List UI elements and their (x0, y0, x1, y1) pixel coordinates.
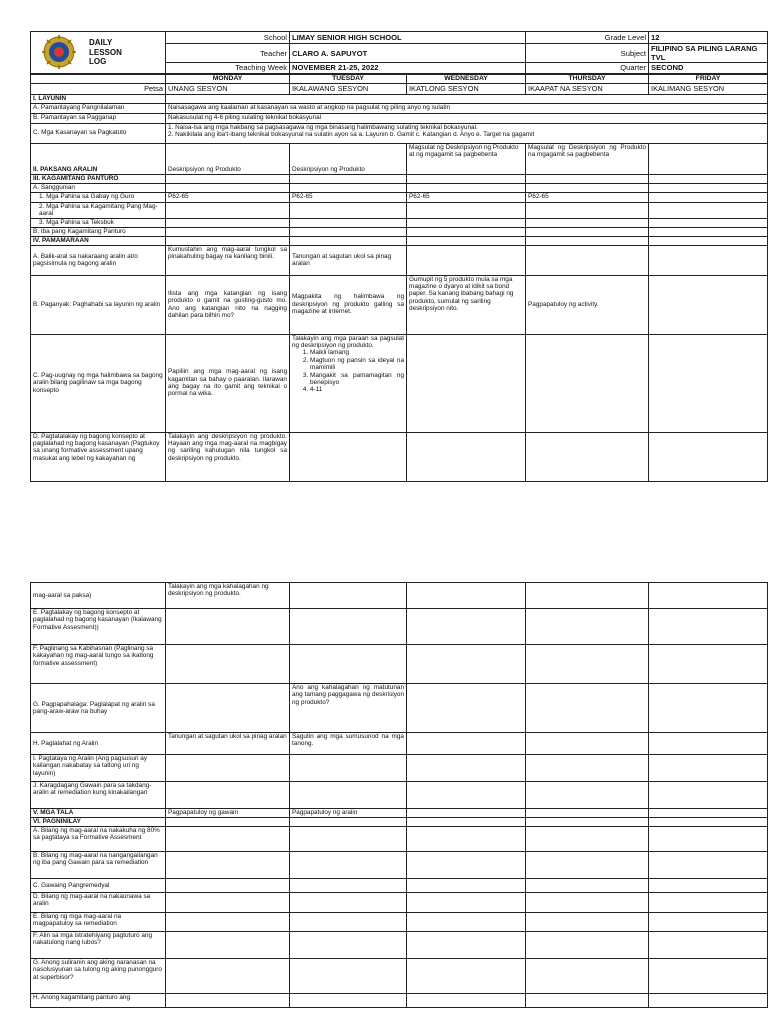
blank-cell (649, 782, 768, 809)
lesson-log-page-1 (30, 31, 767, 482)
blank-cell (649, 236, 768, 245)
blank-cell (649, 827, 768, 852)
lesson-log-page-2 (30, 582, 767, 1008)
blank-cell (290, 202, 407, 218)
blank-cell (166, 818, 290, 827)
day-header-blank (31, 74, 166, 84)
blank-cell (649, 932, 768, 959)
blank-cell (526, 818, 649, 827)
quarter-value: SECOND (649, 63, 768, 74)
paksang-aralin-monday: Deskripsiyon ng Produkto (166, 143, 290, 174)
blank-cell (166, 994, 290, 1008)
pagninilay-d-label: D. Bilang ng mag-aaral na nakaunawa sa aralin (31, 893, 166, 913)
blank-cell (166, 645, 290, 684)
subject-value: FILIPINO SA PILING LARANG TVL (649, 44, 768, 63)
lesson-log-table-continued (30, 582, 768, 1008)
blank-cell (166, 913, 290, 932)
blank-cell (407, 852, 526, 879)
blank-cell (649, 879, 768, 893)
session-tuesday: IKALAWANG SESYON (290, 83, 407, 94)
paksang-aralin-wednesday: Magsulat ng Deskripsiyon ng Produkto at ng mgagamit sa pagbebenta (407, 143, 526, 174)
blank-cell (649, 959, 768, 994)
blank-cell (407, 879, 526, 893)
blank-cell (526, 202, 649, 218)
blank-cell (290, 609, 407, 645)
blank-cell (526, 583, 649, 609)
pagninilay-c-label: C. Gawaing Pangremedyal (31, 879, 166, 893)
paraan-item: 4. 4-11 (310, 386, 404, 393)
paganyak-thursday: Pagpapatuloy ng activity. (526, 275, 649, 334)
teaching-week-label: Teaching Week (166, 63, 290, 74)
paraan-item: 1. Maikli lamang (310, 349, 404, 356)
pamantayan-sa-pagganap-value: Nakasusulat ng 4-6 piling sulating teknikal bokasyunal (166, 113, 768, 123)
blank-cell (526, 852, 649, 879)
paksang-aralin-thursday: Magsulat ng Deskripsiyon ng Produkto na mgagamit sa pagbebenta (526, 143, 649, 174)
school-seal-icon (37, 35, 81, 69)
blank-cell (526, 245, 649, 275)
teacher-value: CLARO A. SAPUYOT (290, 44, 526, 63)
pag-uugnay-monday: Papiliin ang mga mag-aaral ng isang kagamitan sa bahay o paaralan. Ilarawan ang bagay na ito gamit ang teknikal o pormal na wika. (166, 334, 290, 432)
pagninilay-g-label: G. Anong suliranin ang aking naranasan na nasolusyunan sa tulong ng aking punongguro at superbisor? (31, 959, 166, 994)
day-thursday: THURSDAY (526, 74, 649, 84)
blank-cell (166, 879, 290, 893)
blank-cell (166, 684, 290, 733)
teaching-week-value: NOVEMBER 21-25, 2022 (290, 63, 526, 74)
blank-cell (649, 227, 768, 236)
blank-cell (526, 782, 649, 809)
day-wednesday: WEDNESDAY (407, 74, 526, 84)
blank-cell (649, 334, 768, 432)
blank-cell (649, 218, 768, 227)
blank-cell (649, 183, 768, 192)
blank-cell (526, 183, 649, 192)
session-friday: IKALIMANG SESYON (649, 83, 768, 94)
blank-cell (526, 994, 649, 1008)
session-wednesday: IKATLONG SESYON (407, 83, 526, 94)
blank-cell (166, 236, 290, 245)
continued-label: mag-aaral sa paksa) (31, 583, 166, 609)
paganyak-tuesday: Magpakita ng halimbawa ng deskripsiyon ng produkto galling sa magazine at internet. (290, 275, 407, 334)
blank-cell (290, 755, 407, 782)
kagamitang-panturo-heading: III. KAGAMITANG PANTURO (31, 174, 166, 183)
mga-tala-label: V. MGA TALA (31, 809, 166, 818)
pamantayan-sa-pagganap-label: B. Pamantayan sa Pagganap (31, 113, 166, 123)
gabay-friday (649, 192, 768, 202)
balik-aral-label: A. Balik-aral sa nakaraang aralin at/o pagsisimula ng bagong aralin (31, 245, 166, 275)
blank-cell (290, 227, 407, 236)
gabay-monday: P62-65 (166, 192, 290, 202)
paglalahat-label: H. Paglalahat ng Aralin (31, 733, 166, 755)
gabay-thursday: P62-65 (526, 192, 649, 202)
paglinang-label: F. Paglinang sa Kabihasnan (Paglinang sa kakayahan ng mag-aaral tungo sa ikatlong formative assessment) (31, 645, 166, 684)
daily-lesson-log-title: DAILY LESSON LOG (89, 38, 122, 66)
blank-cell (407, 236, 526, 245)
pag-uugnay-tuesday (290, 334, 407, 432)
blank-cell (407, 583, 526, 609)
blank-cell (407, 913, 526, 932)
blank-cell (290, 959, 407, 994)
blank-cell (166, 183, 290, 192)
paglalahat-tuesday: Sagutin ang mga sumusunod na mga tanong. (290, 733, 407, 755)
sanggunian-label: A. Sanggunian (31, 183, 166, 192)
blank-cell (649, 645, 768, 684)
blank-cell (166, 852, 290, 879)
pagtatalakay-label: D. Pagtatalakay ng bagong konsepto at paglalahad ng bagong kasanayan (Pagtukoy sa unang formative assessment upang masukat ang lebel ng kakayahan ng (31, 432, 166, 481)
pagninilay-h-label: H. Anong kagamitang panturo ang (31, 994, 166, 1008)
day-monday: MONDAY (166, 74, 290, 84)
blank-cell (526, 893, 649, 913)
day-friday: FRIDAY (649, 74, 768, 84)
blank-cell (166, 827, 290, 852)
blank-cell (166, 755, 290, 782)
blank-cell (649, 994, 768, 1008)
pagninilay-b-label: B. Bilang ng mag-aaral na nangangailangan ng iba pang Gawain para sa remediation (31, 852, 166, 879)
blank-cell (407, 733, 526, 755)
blank-cell (290, 645, 407, 684)
gabay-wednesday: P62-65 (407, 192, 526, 202)
blank-cell (407, 684, 526, 733)
blank-cell (649, 275, 768, 334)
blank-cell (526, 609, 649, 645)
blank-cell (166, 609, 290, 645)
paraan-intro: Talakayin ang mga paraan sa pagsulat ng deskripsiyon ng produkto. (292, 334, 404, 349)
paraan-item: 3. Mangakit sa pamamagitan ng benepisyo (310, 372, 404, 387)
blank-cell (290, 782, 407, 809)
blank-cell (166, 202, 290, 218)
blank-cell (649, 609, 768, 645)
pamamaraan-heading: IV. PAMAMARAAN (31, 236, 166, 245)
blank-cell (407, 809, 526, 818)
blank-cell (407, 609, 526, 645)
blank-cell (290, 432, 407, 481)
petsa-label: Petsa (31, 83, 166, 94)
blank-cell (290, 583, 407, 609)
school-label: School (166, 32, 290, 44)
blank-cell (290, 218, 407, 227)
blank-cell (649, 245, 768, 275)
blank-cell (526, 432, 649, 481)
blank-cell (407, 893, 526, 913)
pagtataya-label: I. Pagtataya ng Aralin (Ang pagsusuri ay kailangan nakabatay sa tatlong uri ng layunin) (31, 755, 166, 782)
blank-cell (649, 893, 768, 913)
kagamitang-pang-mag-aaral-label: 2. Mga Pahina sa Kagamitang Pang Mag-aaral (31, 202, 166, 218)
deped-logo (31, 34, 86, 70)
blank-cell (166, 227, 290, 236)
blank-cell (290, 994, 407, 1008)
blank-cell (407, 245, 526, 275)
blank-cell (526, 684, 649, 733)
pagpapahalaga-label: G. Pagpapahalaga: Paglalapat ng aralin sa pang-araw-araw na buhay (31, 684, 166, 733)
blank-cell (166, 174, 290, 183)
mga-tala-monday: Pagpapatuloy ng gawain (166, 809, 290, 818)
blank-cell (526, 227, 649, 236)
blank-cell (290, 879, 407, 893)
grade-level-label: Grade Level (526, 32, 649, 44)
blank-cell (526, 334, 649, 432)
blank-cell (407, 227, 526, 236)
blank-cell (649, 852, 768, 879)
school-value: LIMAY SENIOR HIGH SCHOOL (290, 32, 526, 44)
gabay-ng-guro-label: 1. Mga Pahina sa Gabay ng Guro (31, 192, 166, 202)
blank-cell (407, 959, 526, 994)
layunin-heading: I. LAYUNIN (31, 94, 166, 103)
subject-label: Subject (526, 44, 649, 63)
blank-cell (649, 583, 768, 609)
blank-cell (649, 755, 768, 782)
blank-cell (526, 218, 649, 227)
pamantayang-pangnilalaman-value: Naisasagawa ang kaalaman at kasanayan sa wasto at angkop na pagsulat ng piling anyo ng sulatin (166, 103, 768, 113)
balik-aral-tuesday: Tanungan at sagutan ukol sa pinag aralan (290, 245, 407, 275)
teacher-label: Teacher (166, 44, 290, 63)
paganyak-monday: Ilista ang mga katangian ng isang produkto o gamit na gusting-gusto mo. Ano ang katangian nito na nagging dahilan para bilhin mo? (166, 275, 290, 334)
blank-cell (649, 684, 768, 733)
blank-cell (649, 818, 768, 827)
paglalahat-monday: Tanungan at sagutan ukol sa pinag aralan (166, 733, 290, 755)
blank-cell (407, 932, 526, 959)
blank-cell (290, 236, 407, 245)
blank-cell (649, 733, 768, 755)
blank-cell (407, 782, 526, 809)
blank-cell (290, 827, 407, 852)
blank-cell (407, 994, 526, 1008)
blank-cell (407, 202, 526, 218)
karagdagang-gawain-label: J. Karagdagang Gawain para sa takdang-aralin at remediation kung kinakailangan (31, 782, 166, 809)
mga-kasanayan-label: C. Mga Kasanayan sa Pagkatuto (31, 123, 166, 143)
blank-cell (166, 932, 290, 959)
blank-cell (526, 827, 649, 852)
paganyak-label: B. Paganyak: Paghahabi sa layunin ng aralin (31, 275, 166, 334)
grade-level-value: 12 (649, 32, 768, 44)
session-monday: UNANG SESYON (166, 83, 290, 94)
blank-cell (526, 809, 649, 818)
gabay-tuesday: P62-65 (290, 192, 407, 202)
blank-cell (526, 755, 649, 782)
blank-cell (290, 174, 407, 183)
blank-cell (526, 932, 649, 959)
blank-cell (166, 218, 290, 227)
iba-pang-kagamitan-label: B. Iba pang Kagamitang Panturo (31, 227, 166, 236)
blank-cell (649, 809, 768, 818)
paksang-aralin-friday (649, 143, 768, 174)
blank-cell (407, 218, 526, 227)
blank-cell (407, 818, 526, 827)
blank-cell (649, 432, 768, 481)
blank-cell (526, 733, 649, 755)
pag-uugnay-label: C. Pag-uugnay ng mga halimbawa sa bagong aralin bilang pagilinaw sa mga bagong konsepto (31, 334, 166, 432)
pagninilay-a-label: A. Bilang ng mag-aaral na nakakuha ng 80% sa pagtataya sa Formative Assesment (31, 827, 166, 852)
mga-kasanayan-value (166, 123, 768, 143)
kasanayan-line-2: 2. Nakikilala ang iba't-ibang teknikal bokasyunal na sulatin ayon sa a. Layunin b. Gamit c. Katangian d. Anyo e. Target na gagamit (168, 130, 535, 138)
blank-cell (526, 645, 649, 684)
blank-cell (649, 174, 768, 183)
pamantayang-pangnilalaman-label: A. Pamantayang Pangnilalaman (31, 103, 166, 113)
day-tuesday: TUESDAY (290, 74, 407, 84)
blank-cell (649, 913, 768, 932)
blank-cell (407, 755, 526, 782)
blank-cell (290, 852, 407, 879)
blank-cell (407, 174, 526, 183)
blank-cell (407, 645, 526, 684)
teksbuk-label: 3. Mga Pahina sa Teksbuk (31, 218, 166, 227)
blank-cell (166, 893, 290, 913)
blank-cell (166, 959, 290, 994)
blank-cell (290, 183, 407, 192)
blank-cell (526, 236, 649, 245)
pagninilay-e-label: E. Bilang ng mga mag-aaral na magpapatuloy sa remediation (31, 913, 166, 932)
paganyak-wednesday: Gumupit ng 5 produkto mula sa mga magazine o dyaryo at idikit sa bond paper. Sa kanang ibabang bahagi ng produkto, sumulat ng sariling deskripsiyon nito. (407, 275, 526, 334)
blank-cell (526, 879, 649, 893)
balik-aral-monday: Kumustahin ang mag-aaral tungkol sa pinakahuling bagay na kanilang binili. (166, 245, 290, 275)
paraan-list (292, 349, 404, 393)
blank-cell (407, 334, 526, 432)
mga-tala-tuesday: Pagpapatuloy ng aralin (290, 809, 407, 818)
lesson-log-table (30, 31, 768, 482)
blank-cell (407, 432, 526, 481)
blank-cell (290, 932, 407, 959)
layunin-blank (166, 94, 768, 103)
blank-cell (290, 913, 407, 932)
blank-cell (649, 202, 768, 218)
pagninilay-heading: VI. PAGNINILAY (31, 818, 166, 827)
header-logo-cell (31, 32, 166, 74)
blank-cell (407, 827, 526, 852)
blank-cell (407, 183, 526, 192)
pagpapahalaga-tuesday: Ano ang kahalagahan ng matutunan ang tamang paggagawa ng deskrisiyon ng produkto? (290, 684, 407, 733)
paksang-aralin-tuesday: Deskripsiyon ng Produkto (290, 143, 407, 174)
blank-cell (290, 818, 407, 827)
paraan-item: 2. Magtuon ng pansin sa ideyal na mamimili (310, 357, 404, 372)
blank-cell (526, 913, 649, 932)
blank-cell (166, 782, 290, 809)
blank-cell (526, 174, 649, 183)
blank-cell (526, 959, 649, 994)
quarter-label: Quarter (526, 63, 649, 74)
pagtalakay-label: E. Pagtalakay ng bagong konsepto at paglalahad ng bagong kasanayan (Ikalawang Formative Assesment)) (31, 609, 166, 645)
session-thursday: IKAAPAT NA SESYON (526, 83, 649, 94)
blank-cell (290, 893, 407, 913)
pagtatalakay-monday: Talakayin ang deskripsiyon ng produkto. Hayaan ang mga mag-aaral na magbigay ng sariling kahulugan nila tungkol sa deskripsiyon ng produkto. (166, 432, 290, 481)
continued-monday: Talakayin ang mga kahalagahan ng deskripsiyon ng produkto. (166, 583, 290, 609)
paksang-aralin-label: II. PAKSANG ARALIN (31, 143, 166, 174)
pagninilay-f-label: F. Alin sa mga istratehiyang pagtuturo ang nakatulong nang lubos? (31, 932, 166, 959)
kasanayan-line-1: 1. Naisa-isa ang mga hakbang sa pagsasagawa ng mga binasang halimbawang sulating teknikal bokasyunal. (168, 123, 478, 131)
